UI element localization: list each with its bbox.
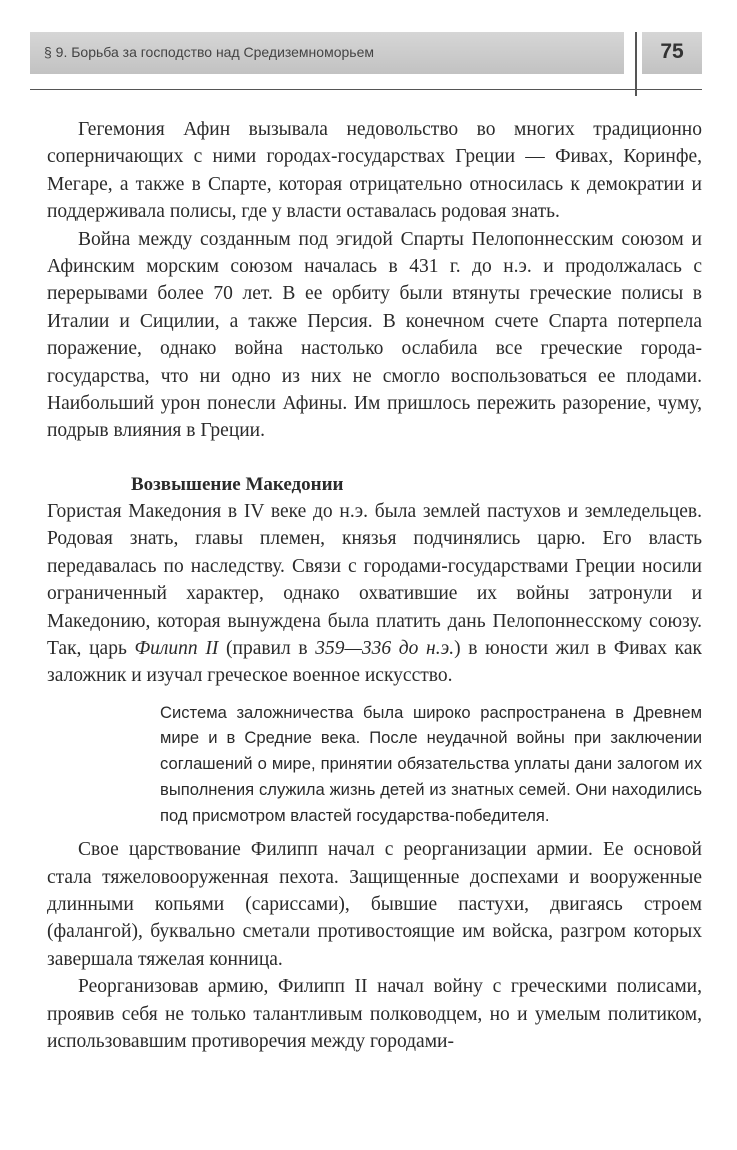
running-header xyxy=(30,32,702,96)
side-note: Система заложничества была широко распространена в Древнем мире и в Средние века. После неудачной войны при заключении соглашений о мире, принятии обязательства уплаты дани залогом их выполнения служила жизнь детей из знатных семей. Они находились под присмотром властей государства-победителя. xyxy=(160,702,702,825)
paragraph-3-text-c: ) в юности жил в Фивах как заложник и изучал греческое военное искусство. xyxy=(47,637,702,687)
paragraph-5: Реорганизовав армию, Филипп II начал войну с греческими полисами, проявив себя не только талантливым полководцем, но и умелым политиком, использовавшим противоречия между городами- xyxy=(47,976,702,1053)
header-rule xyxy=(30,89,702,90)
king-name: Филипп II xyxy=(134,637,219,659)
paragraph-4: Свое царствование Филипп начал с реорганизации армии. Ее основой стала тяжеловооруженная пехота. Защищенные доспехами и вооруженные длинными копьями (сариссами), бывшие пастухи, двигаясь строем (фалангой), буквально сметали противостоящие им войска, разгром которых завершала тяжелая конница. xyxy=(47,839,702,970)
paragraph-1: Гегемония Афин вызывала недовольство во многих традиционно соперничающих с ними городах-государствах Греции — Фивах, Коринфе, Мегаре, а также в Спарте, которая отрицательно относилась к демократии и поддерживала полисы, где у власти оставалась родовая знать. xyxy=(47,119,702,223)
section-heading: Возвышение Македонии xyxy=(131,473,344,495)
paragraph-2: Война между созданным под эгидой Спарты Пелопоннесским союзом и Афинским морским союзом началась в 431 г. до н.э. и продолжалась с перерывами более 70 лет. В ее орбиту были втянуты греческие полисы в Италии и Сицилии, а также Персия. В конечном счете Спарта потерпела поражение, однако война настолько ослабила все греческие города-государства, что ни одно из них не смогло воспользоваться ее плодами. Наибольший урон понесли Афины. Им пришлось пережить разорение, чуму, подрыв влияния в Греции. xyxy=(47,228,702,442)
page-number: 75 xyxy=(660,40,684,63)
reign-dates: 359—336 до н.э. xyxy=(315,637,455,659)
header-divider xyxy=(635,32,637,96)
section-title: § 9. Борьба за господство над Средиземноморьем xyxy=(44,44,374,60)
paragraph-3-text-b: (правил в xyxy=(218,637,316,659)
paragraph-3 xyxy=(47,498,702,690)
paragraph-3-text-a: Гористая Македония в IV веке до н.э. была землей пастухов и земледельцев. Родовая знать, главы племен, князья подчинялись царю. Его власть передавалась по наследству. Связи с городами-государствами Греции носили ограниченный характер, однако охватившие их войны затронули и Македонию, которая вынуждена была платить дань Пелопоннесскому союзу. Так, царь xyxy=(47,500,702,659)
page-body xyxy=(47,116,702,1055)
